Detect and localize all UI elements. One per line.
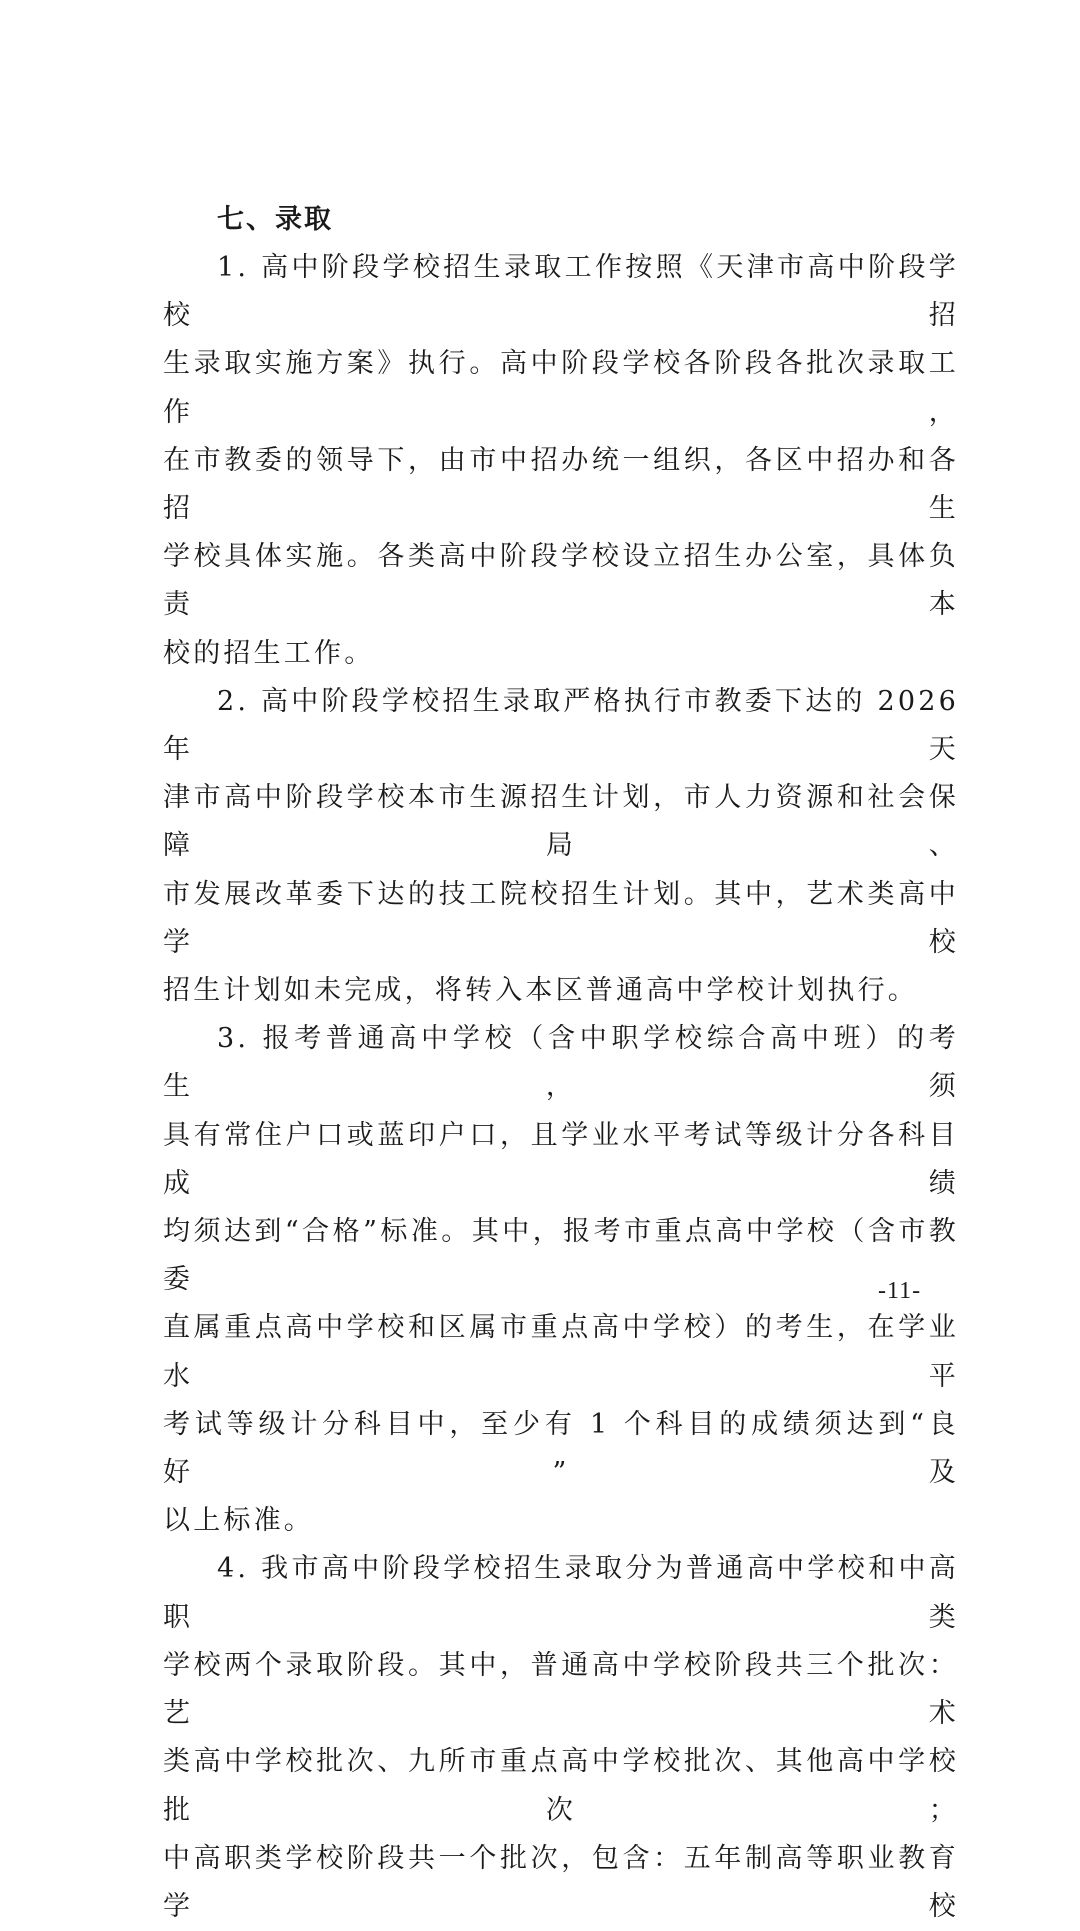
- paragraph-line: 市发展改革委下达的技工院校招生计划。其中，艺术类高中学校: [163, 878, 959, 958]
- paragraph-line: 中高职类学校阶段共一个批次，包含：五年制高等职业教育学校: [163, 1842, 959, 1922]
- paragraph-2: [163, 678, 959, 1015]
- paragraph-line: 招生计划如未完成，将转入本区普通高中学校计划执行。: [163, 975, 918, 1007]
- paragraph-line: 4. 我市高中阶段学校招生录取分为普通高中学校和中高职类: [163, 1553, 959, 1633]
- paragraph-line: 3. 报考普通高中学校（含中职学校综合高中班）的考生，须: [163, 1023, 959, 1103]
- paragraph-line: 学校两个录取阶段。其中，普通高中学校阶段共三个批次：艺术: [163, 1649, 959, 1730]
- paragraph-line: 在市教委的领导下，由市中招办统一组织，各区中招办和各招生: [163, 444, 959, 525]
- paragraph-line: 直属重点高中学校和区属市重点高中学校）的考生，在学业水平: [163, 1312, 959, 1392]
- page-number: -11-: [878, 1278, 922, 1304]
- paragraph-line: 以上标准。: [163, 1505, 314, 1537]
- paragraph-line: 1. 高中阶段学校招生录取工作按照《天津市高中阶段学校招: [163, 252, 959, 332]
- paragraph-line: 具有常住户口或蓝印户口，且学业水平考试等级计分各科目成绩: [163, 1119, 959, 1199]
- paragraph-4: [163, 1545, 959, 1931]
- paragraph-line: 津市高中阶段学校本市生源招生计划，市人力资源和社会保障局、: [163, 782, 959, 862]
- paragraph-line: 生录取实施方案》执行。高中阶段学校各阶段各批次录取工作，: [163, 348, 959, 428]
- paragraph-line: 2. 高中阶段学校招生录取严格执行市教委下达的 2026 年天: [163, 685, 959, 766]
- paragraph-line: 考试等级计分科目中，至少有 1 个科目的成绩须达到“良好”及: [163, 1408, 959, 1489]
- document-body: [163, 196, 959, 1931]
- paragraph-1: [163, 244, 959, 678]
- paragraph-3: [163, 1015, 959, 1545]
- paragraph-line: 类高中学校批次、九所市重点高中学校批次、其他高中学校批次；: [163, 1746, 959, 1826]
- section-heading: 七、录取: [217, 204, 333, 235]
- paragraph-line: 学校具体实施。各类高中阶段学校设立招生办公室，具体负责本: [163, 541, 959, 621]
- paragraph-line: 均须达到“合格”标准。其中，报考市重点高中学校（含市教委: [163, 1216, 959, 1296]
- paragraph-line: 校的招生工作。: [163, 637, 375, 669]
